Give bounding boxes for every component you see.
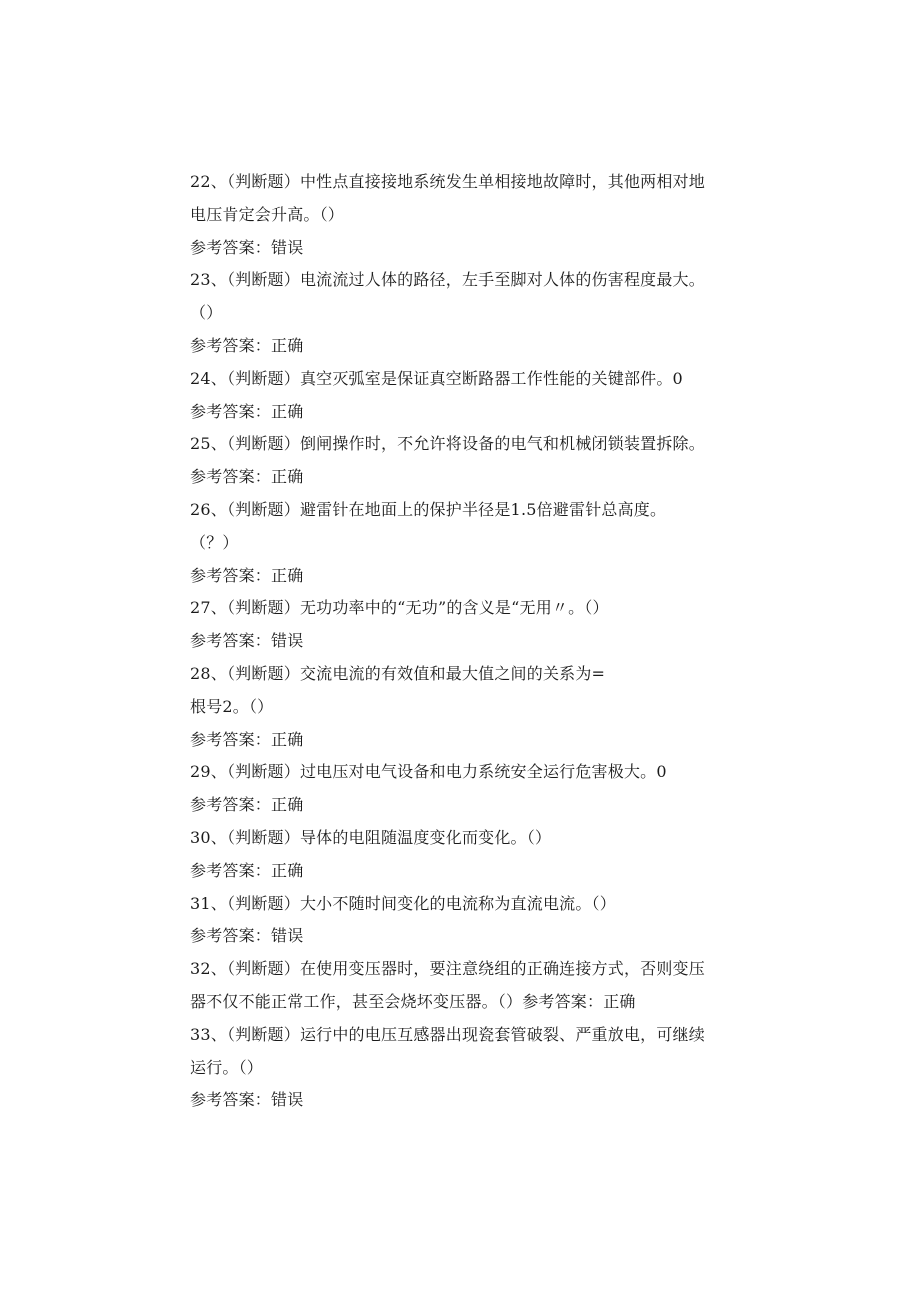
answer-27: 参考答案：错误 (190, 631, 304, 651)
question-32-text-cont: 器不仅不能正常工作，甚至会烧坏变压器。（）参考答案：正确 (190, 991, 636, 1011)
question-22-text: 22、（判断题）中性点直接接地系统发生单相接地故障时，其他两相对地 (190, 172, 705, 191)
question-29-text: 29、（判断题）过电压对电气设备和电力系统安全运行危害极大。0 (190, 762, 667, 782)
question-23-text-cont: （） (190, 303, 223, 323)
answer-25: 参考答案：正确 (190, 467, 304, 487)
question-24-text: 24、（判断题）真空灭弧室是保证真空断路器工作性能的关键部件。0 (190, 368, 683, 388)
answer-30: 参考答案：正确 (190, 860, 304, 880)
question-30-text: 30、（判断题）导体的电阻随温度变化而变化。（） (190, 827, 552, 847)
answer-26: 参考答案：正确 (190, 565, 304, 585)
answer-31: 参考答案：错误 (190, 926, 304, 946)
question-22-text-cont: 电压肯定会升高。（） (190, 204, 345, 224)
question-25-text: 25、（判断题）倒闸操作时，不允许将设备的电气和机械闭锁装置拆除。 (190, 434, 705, 454)
answer-29: 参考答案：正确 (190, 795, 304, 815)
question-23-text: 23、（判断题）电流流过人体的路径，左手至脚对人体的伤害程度最大。 (190, 270, 705, 290)
question-31-text: 31、（判断题）大小不随时间变化的电流称为直流电流。（） (190, 893, 616, 913)
answer-22: 参考答案：错误 (190, 237, 304, 257)
answer-24: 参考答案：正确 (190, 401, 304, 421)
question-33-text: 33、（判断题）运行中的电压互感器出现瓷套管破裂、严重放电，可继续 (190, 1024, 705, 1044)
answer-28: 参考答案：正确 (190, 729, 304, 749)
answer-33: 参考答案：错误 (190, 1090, 304, 1110)
question-list (190, 166, 750, 1117)
question-26-text-cont: （？） (190, 532, 239, 552)
question-32-text: 32、（判断题）在使用变压器时，要注意绕组的正确连接方式，否则变压 (190, 959, 705, 979)
answer-23: 参考答案：正确 (190, 335, 304, 355)
question-28-text: 28、（判断题）交流电流的有效值和最大值之间的关系为= (190, 663, 606, 683)
question-26-text: 26、（判断题）避雷针在地面上的保护半径是1.5倍避雷针总高度。 (190, 499, 667, 519)
question-33-text-cont: 运行。（） (190, 1057, 264, 1077)
question-28-text-cont: 根号2。（） (190, 696, 274, 716)
question-27-text: 27、（判断题）无功功率中的“无功”的含义是“无用〃。（） (190, 598, 609, 618)
